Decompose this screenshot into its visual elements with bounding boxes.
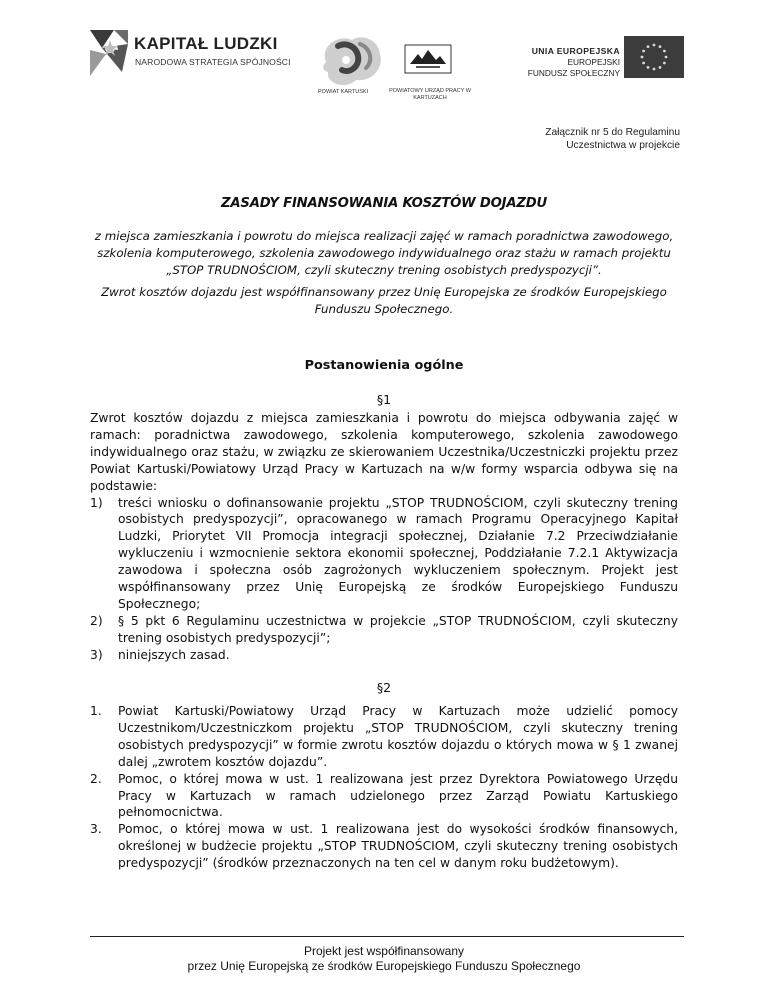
ue-line-1: UNIA EUROPEJSKA — [531, 46, 620, 56]
list-item — [90, 821, 678, 872]
list-item — [90, 647, 678, 664]
footer-line-1: Projekt jest współfinansowany — [303, 944, 465, 958]
powiat-kartuski-logo — [316, 32, 386, 96]
kapital-ludzki-logo — [88, 26, 291, 84]
ue-line-3: FUNDUSZ SPOŁECZNY — [527, 68, 620, 78]
footer-line-2: przez Unię Europejską ze środków Europejskiego Funduszu Społecznego — [187, 959, 581, 973]
intro-paragraph-1: z miejsca zamieszkania i powrotu do miejsca realizacji zajęć w ramach poradnictwa zawodowego, szkolenia komputerowego, szkolenia zawodowego indywidualnego oraz stażu w ramach projektu „STOP TRUDNOŚCIOM, czyli skuteczny trening osobistych predyspozycji”. — [94, 229, 674, 277]
list-item-text: niniejszych zasad. — [118, 647, 230, 662]
paragraph-1-body — [90, 410, 678, 664]
list-item — [90, 771, 678, 822]
pup-kartuzy-logo — [404, 44, 452, 74]
paragraph-2-body — [90, 703, 678, 872]
list-item-text: Pomoc, o której mowa w ust. 1 realizowana jest przez Dyrektora Powiatowego Urzędu Pracy w Kartuzach w ramach udzielonego przez Zarząd Powiatu Kartuskiego pełnomocnictwa. — [118, 771, 678, 820]
list-item-number: 1) — [90, 495, 103, 510]
section-title: Postanowienia ogólne — [304, 358, 464, 373]
ue-efs-label — [512, 46, 620, 79]
list-item-text: § 5 pkt 6 Regulaminu uczestnictwa w projekcie „STOP TRUDNOŚCIOM, czyli skuteczny trening osobistych predyspozycji”; — [118, 613, 678, 645]
pup-kartuzy-caption: POWIATOWY URZĄD PRACY W KARTUZACH — [389, 88, 471, 101]
paragraph-1-lead: Zwrot kosztów dojazdu z miejsca zamieszkania i powrotu do miejsca odbywania zajęć w ramach: poradnictwa zawodowego, szkolenia komputerowego, szkolenia zawodowego indywidualnego oraz stażu, w związku ze skierowaniem Uczestnika/Uczestniczki projektu przez Powiat Kartuski/Powiatowy Urząd Pracy w Kartuzach na w/w formy wsparcia odbywa się na podstawie: — [90, 411, 678, 493]
list-item-number: 2. — [90, 771, 102, 786]
list-item — [90, 613, 678, 647]
footer — [0, 944, 768, 974]
annex-note — [545, 126, 680, 152]
list-item-number: 3) — [90, 647, 103, 662]
document-title: ZASADY FINANSOWANIA KOSZTÓW DOJAZDU — [221, 196, 547, 211]
ue-line-2: EUROPEJSKI — [567, 57, 620, 67]
intro-paragraph-2: Zwrot kosztów dojazdu jest współfinansowany przez Unię Europejska ze środków Europejskiego Funduszu Społecznego. — [101, 285, 667, 317]
paragraph-2-symbol: §2 — [376, 680, 392, 695]
list-item-text: Pomoc, o której mowa w ust. 1 realizowana jest do wysokości środków finansowych, określonej w budżecie projektu „STOP TRUDNOŚCIOM, czyli skuteczny trening osobistych predyspozycji” (środków przeznaczonych na ten cel w danym roku budżetowym). — [118, 822, 678, 871]
list-item — [90, 703, 678, 771]
list-item-number: 3. — [90, 822, 102, 837]
kapital-ludzki-emblem-icon — [88, 26, 132, 82]
list-item-number: 1. — [90, 704, 102, 718]
list-item-text: treści wniosku o dofinansowanie projektu „STOP TRUDNOŚCIOM, czyli skuteczny trening osobistych predyspozycji”, opracowanego w ramach Programu Operacyjnego Kapitał Ludzki, Priorytet VII Promocja integracji społecznej, Działanie 7.2 Przeciwdziałanie wykluczeniu i wzmocnienie sektora ekonomii społecznej, Poddziałanie 7.2.1 Aktywizacja zawodowa i społeczna osób zagrożonych wykluczeniem społecznym. Projekt jest współfinansowany przez Unię Europejską ze środków Europejskiego Funduszu Społecznego; — [118, 495, 678, 611]
list-item-number: 2) — [90, 613, 103, 628]
annex-line-2: Uczestnictwa w projekcie — [566, 140, 680, 151]
eu-flag-icon — [624, 36, 684, 78]
powiat-kartuski-caption: POWIAT KARTUSKI — [318, 89, 369, 95]
list-item-text: Powiat Kartuski/Powiatowy Urząd Pracy w Kartuzach może udzielić pomocy Uczestnikom/Uczestniczkom projektu „STOP TRUDNOŚCIOM, czyli skuteczny trening osobistych predyspozycji” w formie zwrotu kosztów dojazdu o których mowa w § 1 zwanej dalej „zwrotem kosztów dojazdu”. — [118, 704, 678, 769]
kapital-ludzki-title: KAPITAŁ LUDZKI — [134, 34, 278, 53]
list-item — [90, 495, 678, 613]
paragraph-1-symbol: §1 — [376, 392, 392, 407]
footer-divider — [90, 936, 684, 937]
annex-line-1: Załącznik nr 5 do Regulaminu — [545, 127, 680, 138]
kapital-ludzki-subtitle: NARODOWA STRATEGIA SPÓJNOŚCI — [135, 57, 291, 67]
intro-block — [92, 228, 676, 318]
